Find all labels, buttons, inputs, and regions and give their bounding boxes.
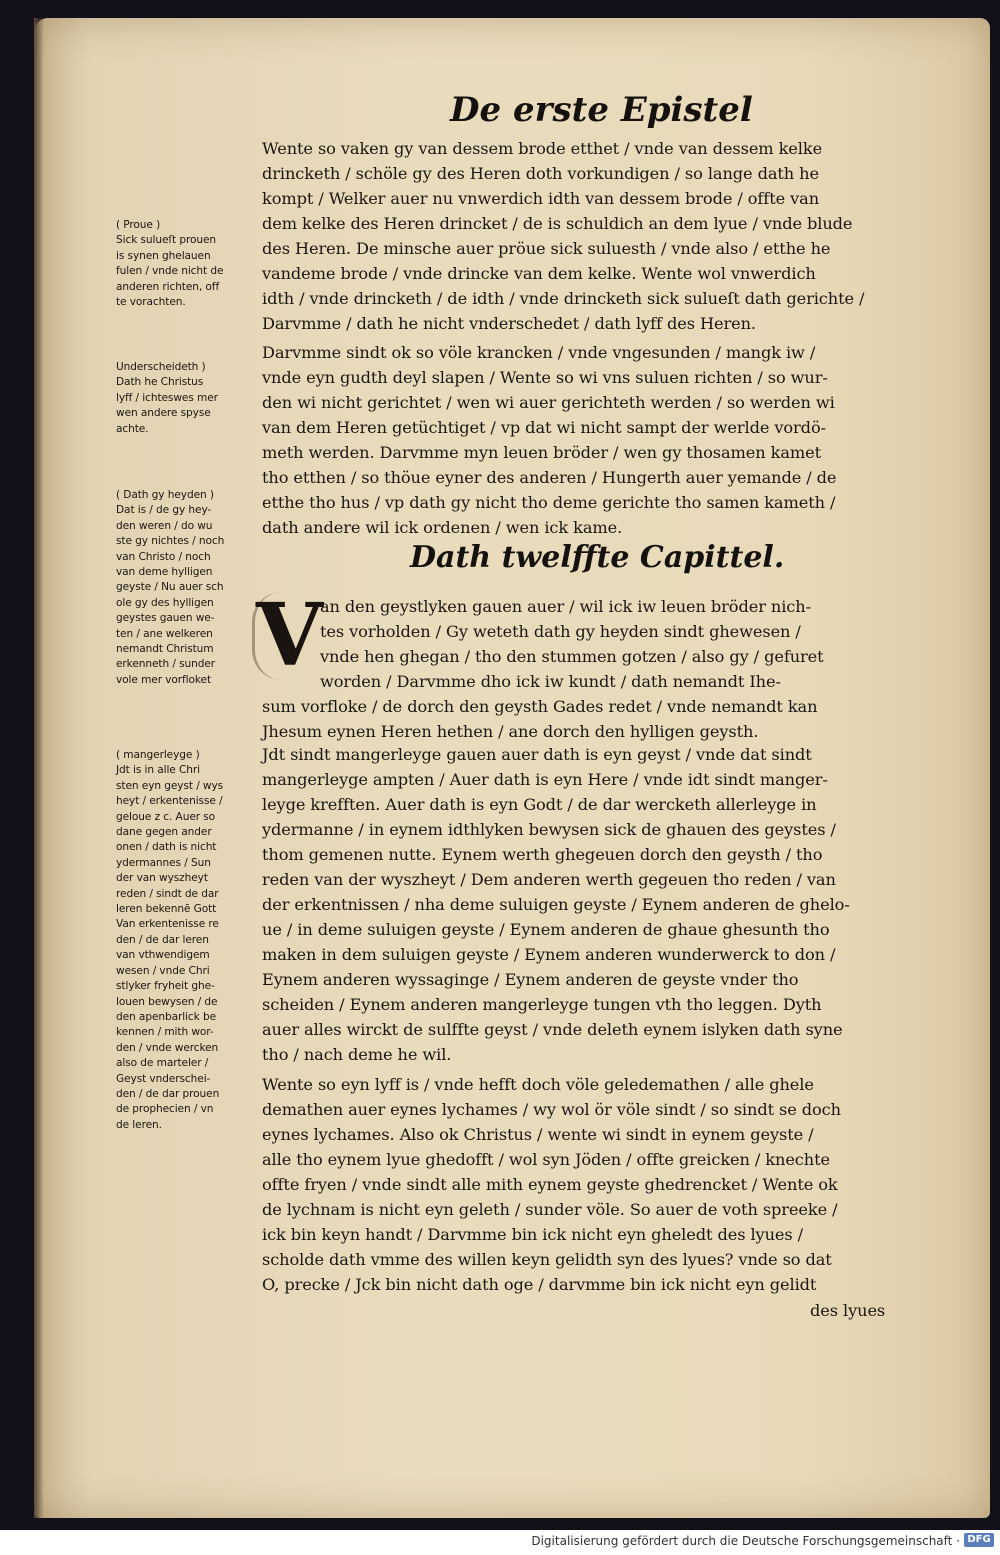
main-text-block-4 [262, 742, 850, 1067]
marginal-note-line: den / de dar prouen [116, 1087, 220, 1100]
text-line: van dem Heren getüchtiget / vp dat wi nicht sampt der werlde vordö- [262, 418, 826, 437]
marginal-note-line: louen bewysen / de [116, 995, 218, 1008]
marginal-note-line: kennen / mith wor- [116, 1026, 214, 1039]
marginal-note-line: wesen / vnde Chri [116, 964, 210, 977]
page-header-title: De erste Epistel [450, 90, 753, 130]
marginal-note-line: den / vnde wercken [116, 1041, 219, 1054]
marginal-note-line: Sick sulueſt prouen [116, 234, 217, 247]
marginal-note-line: Dath he Christus [116, 376, 204, 389]
text-line: de lychnam is nicht eyn geleth / sunder völe. So auer de voth spreeke / [262, 1200, 838, 1219]
marginal-note-line: sten eyn geyst / wys [116, 779, 224, 792]
marginal-note-line: Geyst vnderschei- [116, 1072, 211, 1085]
text-line: Jdt sindt mangerleyge gauen auer dath is eyn geyst / vnde dat sindt [262, 745, 812, 764]
marginal-note-line: Dat is / de gy hey- [116, 504, 212, 517]
text-line: scholde dath vmme des willen keyn gelidth syn des lyues? vnde so dat [262, 1250, 832, 1269]
text-line: den wi nicht gerichtet / wen wi auer gerichteth werden / so werden wi [262, 393, 835, 412]
marginal-note-line: van deme hylligen [116, 566, 213, 579]
text-line: Eynem anderen wyssaginge / Eynem anderen de geyste vnder tho [262, 970, 799, 989]
marginal-note-line: geyste / Nu auer sch [116, 581, 224, 594]
text-line: O, precke / Jck bin nicht dath oge / darvmme bin ick nicht eyn gelidt [262, 1275, 817, 1294]
text-line: Wente so vaken gy van dessem brode etthet / vnde van dessem kelke [262, 139, 823, 158]
text-line: drincketh / schöle gy des Heren doth vorkundigen / so lange dath he [262, 164, 819, 183]
text-line: alle tho eynem lyue ghedofft / wol syn Jöden / offte greicken / knechte [262, 1150, 830, 1169]
text-line: dem kelke des Heren drincket / de is schuldich an dem lyue / vnde blude [262, 214, 853, 233]
marginal-note-line: heyt / erkentenisse / [116, 795, 223, 808]
marginal-note-line: ( Dath gy heyden ) [116, 489, 214, 501]
marginal-note-line: ydermannes / Sun [116, 856, 211, 869]
main-text-block-3a [320, 594, 824, 694]
text-line: scheiden / Eynem anderen mangerleyge tungen vth tho leggen. Dyth [262, 995, 822, 1014]
marginal-note-line: den apenbarlick be [116, 1010, 216, 1023]
marginal-note-line: leren bekennē Gott [116, 903, 217, 916]
marginal-note-line: van vthwendigem [116, 949, 210, 962]
marginal-note-line: also de marteler / [116, 1057, 209, 1070]
marginal-note-line: is synen ghelauen [116, 249, 211, 262]
text-line: an den geystlyken gauen auer / wil ick iw leuen bröder nich- [320, 597, 811, 616]
text-line: auer alles wirckt de sulffte geyst / vnde deleth eynem islyken dath syne [262, 1020, 843, 1039]
page-spine-shadow [34, 18, 44, 1518]
text-line: vnde eyn gudth deyl slapen / Wente so wi vns suluen richten / so wur- [262, 368, 828, 387]
catchword [810, 1298, 885, 1323]
text-line: etthe tho hus / vp dath gy nicht tho deme gerichte tho samen kameth / [262, 493, 836, 512]
text-line: ick bin keyn handt / Darvmme bin ick nicht eyn gheledt des lyues / [262, 1225, 803, 1244]
marginal-note-line: wen andere spyse [116, 407, 211, 420]
text-line: eynes lychames. Also ok Christus / wente wi sindt in eynem geyste / [262, 1125, 814, 1144]
text-line: meth werden. Darvmme myn leuen bröder / wen gy thosamen kamet [262, 443, 822, 462]
marginal-note-2 [116, 360, 218, 437]
marginal-note-line: geystes gauen we- [116, 612, 215, 625]
marginal-note-line: Jdt is in alle Chri [116, 764, 200, 777]
text-line: demathen auer eynes lychames / wy wol ör völe sindt / so sindt se doch [262, 1100, 841, 1119]
text-line: worden / Darvmme dho ick iw kundt / dath nemandt Ihe- [320, 672, 781, 691]
text-line: dath andere wil ick ordenen / wen ick kame. [262, 518, 623, 537]
text-line: offte fryen / vnde sindt alle mith eynem geyste ghedrencket / Wente ok [262, 1175, 838, 1194]
main-text-block-5 [262, 1072, 841, 1297]
marginal-note-line: den weren / do wu [116, 519, 213, 532]
marginal-note-line: den / de dar leren [116, 933, 209, 946]
marginal-note-line: ten / ane welkeren [116, 627, 213, 640]
marginal-note-line: ( Proue ) [116, 219, 161, 231]
marginal-note-line: lyff / ichteswes mer [116, 391, 218, 404]
marginal-note-line: erkenneth / sunder [116, 658, 216, 671]
marginal-note-line: nemandt Christum [116, 643, 214, 656]
marginal-note-line: te vorachten. [116, 296, 186, 309]
catchword-text: des lyues [810, 1301, 886, 1320]
marginal-note-line: reden / sindt de dar [116, 887, 219, 900]
marginal-note-4 [116, 748, 223, 1133]
marginal-note-line: ( mangerleyge ) [116, 749, 200, 761]
text-line: kompt / Welker auer nu vnwerdich idth van dessem brode / offte van [262, 189, 820, 208]
text-line: mangerleyge ampten / Auer dath is eyn Here / vnde idt sindt manger- [262, 770, 828, 789]
footer-credit: Digitalisierung gefördert durch die Deutsche Forschungsgemeinschaft · [531, 1534, 960, 1548]
text-line: Wente so eyn lyff is / vnde hefft doch völe geledemathen / alle ghele [262, 1075, 814, 1094]
marginal-note-line: der van wyszheyt [116, 872, 208, 885]
decorated-initial-letter: V [256, 585, 323, 686]
dfg-logo: DFG [964, 1533, 994, 1547]
text-line: leyge krefften. Auer dath is eyn Godt / de dar wercketh allerleyge in [262, 795, 817, 814]
marginal-note-line: vole mer vorfloket [116, 673, 212, 686]
text-line: tho / nach deme he wil. [262, 1045, 452, 1064]
marginal-note-line: dane gegen ander [116, 826, 212, 839]
text-line: vandeme brode / vnde drincke van dem kelke. Wente wol vnwerdich [262, 264, 816, 283]
marginal-note-line: de leren. [116, 1118, 162, 1131]
marginal-note-line: anderen richten, off [116, 280, 220, 293]
marginal-note-line: onen / dath is nicht [116, 841, 217, 854]
main-text-block-3b [262, 694, 817, 744]
text-line: der erkentnissen / nha deme suluigen geyste / Eynem anderen de ghelo- [262, 895, 850, 914]
marginal-note-line: ole gy des hylligen [116, 596, 214, 609]
chapter-title: Dath twelffte Capittel. [410, 540, 785, 575]
marginal-note-line: geloue z c. Auer so [116, 810, 216, 823]
text-line: tes vorholden / Gy weteth dath gy heyden sindt ghewesen / [320, 622, 801, 641]
text-line: Darvmme sindt ok so völe krancken / vnde vngesunden / mangk iw / [262, 343, 816, 362]
text-line: ue / in deme suluigen geyste / Eynem anderen de ghaue ghesunth tho [262, 920, 830, 939]
text-line: Jhesum eynen Heren hethen / ane dorch den hylligen geysth. [262, 722, 759, 741]
text-line: reden van der wyszheyt / Dem anderen werth gegeuen tho reden / van [262, 870, 836, 889]
marginal-note-line: de prophecien / vn [116, 1103, 214, 1116]
marginal-note-line: fulen / vnde nicht de [116, 265, 224, 278]
text-line: thom gemenen nutte. Eynem werth ghegeuen dorch den geysth / tho [262, 845, 823, 864]
marginal-note-line: Underscheideth ) [116, 361, 206, 373]
marginal-note-line: ste gy nichtes / noch [116, 535, 225, 548]
text-line: tho etthen / so thöue eyner des anderen / Hungerth auer yemande / de [262, 468, 837, 487]
text-line: vnde hen ghegan / tho den stummen gotzen / also gy / gefuret [320, 647, 824, 666]
text-line: maken in dem suluigen geyste / Eynem anderen wunderwerck to don / [262, 945, 836, 964]
main-text-block-2 [262, 340, 836, 540]
marginal-note-line: stlyker fryheit ghe- [116, 980, 215, 993]
marginal-note-line: Van erkentenisse re [116, 918, 219, 931]
marginal-note-1 [116, 218, 223, 310]
text-line: Darvmme / dath he nicht vnderschedet / dath lyff des Heren. [262, 314, 756, 333]
main-text-block-1 [262, 136, 864, 336]
text-line: des Heren. De minsche auer pröue sick suluesth / vnde also / etthe he [262, 239, 831, 258]
marginal-note-3 [116, 488, 224, 688]
text-line: ydermanne / in eynem idthlyken bewysen sick de ghauen des geystes / [262, 820, 836, 839]
marginal-note-line: achte. [116, 422, 149, 435]
text-line: idth / vnde drincketh / de idth / vnde drincketh sick sulueſt dath gerichte / [262, 289, 865, 308]
text-line: sum vorfloke / de dorch den geysth Gades redet / vnde nemandt kan [262, 697, 818, 716]
marginal-note-line: van Christo / noch [116, 550, 211, 563]
